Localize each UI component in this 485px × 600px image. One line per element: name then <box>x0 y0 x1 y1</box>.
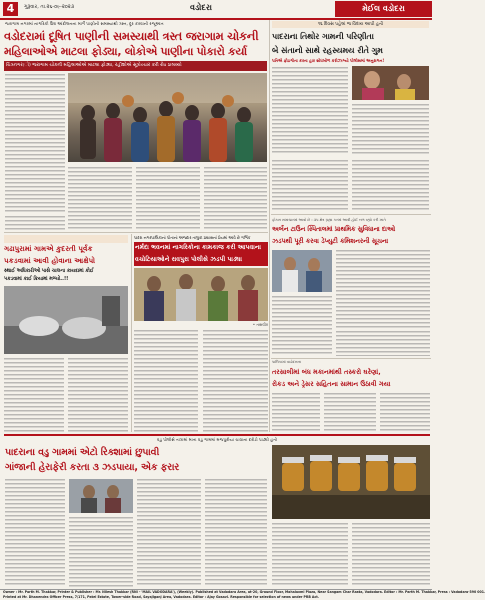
right-top-kicker: ૧૬ દિવસ પહેલાં જ વિદાય આપી હતી <box>317 22 384 27</box>
bottom-story-headline-1: પાદરાના વડુ ગામમાં એટો રિક્શામાં છુપાવી <box>5 447 160 458</box>
right-lower-body-2 <box>272 296 332 356</box>
divider-right-2 <box>271 358 431 359</box>
left-mid-headline-1: ગઢાપુરામાં ગામએ કુદરતી પૂર્વક <box>4 244 93 253</box>
right-top-body-3 <box>272 160 348 212</box>
divider-bottom-story <box>4 434 430 436</box>
right-lower-body-3 <box>336 331 430 356</box>
bottom-story-body-3 <box>137 479 201 587</box>
right-lower-photo <box>272 250 332 292</box>
top-story-body-col3 <box>136 167 200 229</box>
masthead-divider <box>0 18 432 20</box>
bottom-story-photo-2 <box>69 479 133 513</box>
right-top-body-1 <box>272 67 348 155</box>
col-divider-left <box>131 234 132 432</box>
right-bottom-body-2 <box>324 393 376 433</box>
accused-group-photo <box>134 268 268 321</box>
bottom-story-body-5 <box>272 523 348 587</box>
left-mid-subhead-1: સ્થાઈ અધિકારીઓ પાસે ચાલના કાયદામાં કોઈ <box>4 269 94 274</box>
top-story-headline-1: વડોદરામાં દૂષિત પાણીની સમસ્યાથી ત્રસ્ત જરાગામ ચોકની <box>4 29 259 43</box>
right-lower-headline-2: ઝડપથી પૂરી કરવા ડેપ્યુટી કમિશનરની સૂચના <box>272 238 389 245</box>
left-mid-body-2 <box>68 358 128 432</box>
left-mid-headline-2: પકડવામાં આવી હોવાના આક્ષેપો <box>4 256 96 265</box>
right-bottom-headline-2: રોકડ અને ડ્રેસર સહિતના સામાન ઉઠાવી ગયા <box>272 380 391 388</box>
center-mid-kicker: પાદરા નગરપાલિકાનાં પોતાનાં અજદાર તાલુકા પ્રશાસનાં પ્રેયમાં આવે છે ગર્ભિક <box>134 235 251 240</box>
missing-woman-photo <box>352 66 429 100</box>
top-story-body-col2 <box>68 167 132 229</box>
right-top-body-2 <box>352 104 429 156</box>
top-story-body-col1 <box>5 74 65 214</box>
masthead-date: ગુરૂવાર, તા.૨૬-૦૯-૨૦૨૩ <box>24 4 75 10</box>
bottom-story-body-1 <box>5 479 65 587</box>
commissioner-visit-photo <box>272 250 332 292</box>
center-mid-body-1 <box>134 330 198 432</box>
seized-cows-photo <box>4 286 128 354</box>
page-number: 4 <box>6 2 15 15</box>
center-mid-photo-caption: • તસવીર <box>252 322 268 327</box>
center-mid-body-2 <box>203 330 268 432</box>
right-lower-body-1 <box>336 250 430 328</box>
right-bottom-headline-1: તરસાલીમાં બંધ મકાનમાંથી તસ્કરો ઘરેણાં, <box>272 368 381 376</box>
left-mid-kicker-bg <box>4 235 128 243</box>
right-top-body-4 <box>352 160 429 212</box>
right-bottom-kicker: પાલિકામાં વાડોદરાના <box>272 360 302 364</box>
bottom-story-body-4 <box>205 479 267 587</box>
divider-under-top-story <box>4 232 268 233</box>
top-story-headline-2: મહિલાઓએ માટલા ફોડ્યા, લોકોએ પાણીના પોકારો કર્યા <box>4 45 247 58</box>
top-story-kicker: જરાગામ નગરમાં નાગરિકો ઉગ્ર આંદોલનના માર્ગે પાણીની સમસ્યાથી ત્રસ્ત, દૂર કરવાની રજૂઆત <box>5 21 164 26</box>
top-story-body-col4 <box>204 167 267 229</box>
right-top-photo <box>352 66 429 100</box>
seized-ganja-jars-photo <box>272 445 430 519</box>
right-lower-headline-1: અર્બન ટાઉન સ્પિતાલમાં પ્રાથમિક સુવિધાના દાઓ <box>272 226 395 233</box>
right-bottom-body-3 <box>380 393 430 433</box>
center-mid-headline-2: વચોટિયાઓને રાવપુરા પોલીસે ઝડપી પાડ્યા <box>135 256 243 263</box>
left-mid-body-1 <box>4 358 64 432</box>
right-top-headline-1: પાદરાના તિથોર ગામની પરિણીતા <box>272 31 374 41</box>
right-bottom-body-1 <box>272 393 320 433</box>
left-mid-photo <box>4 286 128 354</box>
protest-crowd-photo <box>68 73 267 162</box>
left-mid-subhead-2: પકડવામાં કાઈ ક્રિયામાં મળ્યો..!! <box>4 277 69 282</box>
footer-imprint-2: Printed at Mr. Dhanendra Officer Press, 7/171, Patel Estate, Tower-side Road, Sayajiganj Area, Vadodara. Editor : Ajay Gosavi. Responsible for selection of news under PRB Act. <box>3 595 319 599</box>
top-story-body-col1b <box>5 216 65 230</box>
top-story-photo <box>68 73 267 162</box>
right-top-headline-2: બે સંતાનો સાથે રહસ્યમય રીતે ગુમ <box>272 45 383 55</box>
masthead <box>0 0 432 18</box>
bottom-story-body-6 <box>352 523 430 587</box>
right-top-strap: પતિએ ફોઇગોતા કરતા હાર શોધખોળ કરીઝાગ્યો પોલીસમાં અનુરાગન! <box>272 58 385 63</box>
footer-imprint-1: Owner : Mr. Parth M. Thakkar, Printer & Publisher : Mr. Nilesh Thakkar (RNI - 'MAIL VADODARA'), (Weekly). Published at Vadodara Area, at-20, Ground Floor, Mahalaxmi Plaza, Near Sangam Char Rasta, Vadodara. Editor : Mr. Parth M. Thakkar, Press : Vadodara-390 001. <box>3 590 485 594</box>
col-divider-main <box>269 20 270 432</box>
accused-photo <box>69 479 133 513</box>
bottom-story-headline-2: ગાંજાની હેરાફેરી કરતા ૩ ઝડપાયા, એક ફરાર <box>5 462 180 473</box>
center-mid-headline-1: નર્મદા ભવનમાં નાગરિકોના કામકાજ કરી આપવાના <box>135 244 262 251</box>
bottom-story-photo <box>272 445 430 519</box>
divider-right-1 <box>271 214 431 215</box>
bottom-story-kicker: વડુ પોલીસે તાત્રામાં માતા વડુ ગામમાં મજપુરીયા ચાવાના દરોડો પાડ્યો હતો <box>156 437 278 442</box>
top-story-strap: ચિત્રનગર(ો) જરાગામ ચોકની મહિલાઓએ માટલા ફોડ્યા, રહીશોએ સૂત્રોચ્ચાર કરી રોષ ઠાલવ્યો <box>6 63 182 68</box>
bottom-story-body-2 <box>69 517 133 587</box>
masthead-edition: મેઈલ વડોદરા <box>362 4 405 13</box>
masthead-city: વડોદરા <box>190 3 212 12</box>
right-lower-kicker: ફોકસ સમાચારમાં આવો છે : ૩૫ ક્ષેત્ર ગ્રહ્યા કરમાં આવી હોઈ બળ રહ્યો કરી ખાતે <box>272 218 386 222</box>
center-mid-photo <box>134 268 268 321</box>
